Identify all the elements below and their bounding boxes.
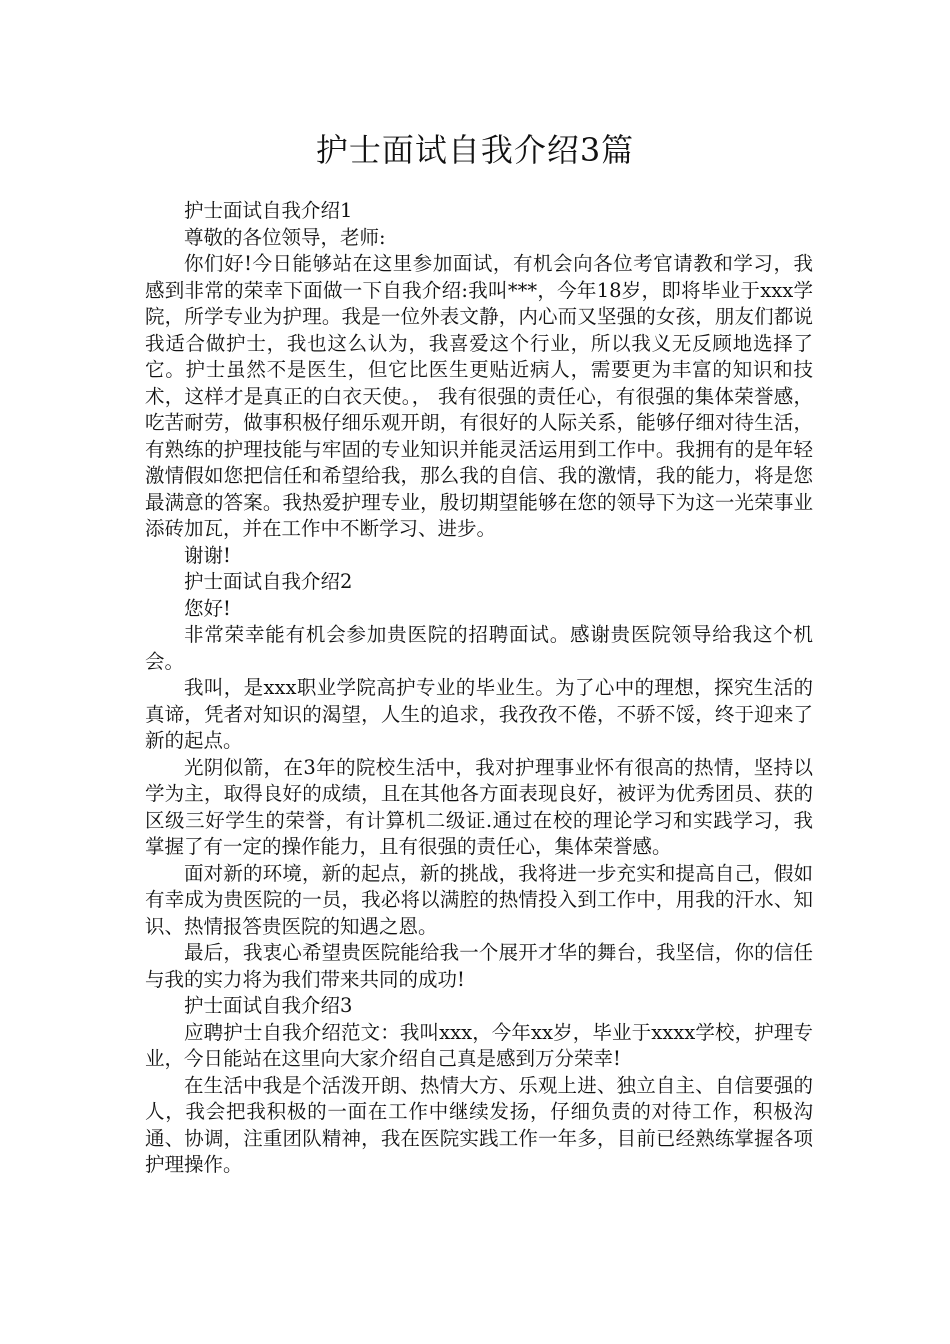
document-body [145, 198, 813, 1179]
salutation-2: 您好! [184, 596, 231, 620]
paragraph-2-intro: 非常荣幸能有机会参加贵医院的招聘面试。感谢贵医院领导给我这个机会。 [145, 623, 813, 673]
paragraph-2-school: 光阴似箭，在3年的院校生活中，我对护理事业怀有很高的热情，坚持以学为主，取得良好的成绩，且在其他各方面表现良好，被评为优秀团员、获的区级三好学生的荣誉，有计算机二级证.通过在校的理论学习和实践学习，我掌握了有一定的操作能力，且有很强的责任心，集体荣誉感。 [145, 755, 813, 858]
paragraph-2-name: 我叫，是xxx职业学院高护专业的毕业生。为了心中的理想，探究生活的真谛，凭者对知识的渴望，人生的追求，我孜孜不倦，不骄不馁，终于迎来了新的起点。 [145, 676, 813, 752]
section-heading-3: 护士面试自我介绍3 [184, 994, 353, 1017]
closing-thanks: 谢谢! [184, 543, 231, 567]
paragraph-2-future: 面对新的环境，新的起点，新的挑战，我将进一步充实和提高自己，假如有幸成为贵医院的一员，我必将以满腔的热情投入到工作中，用我的汗水、知识、热情报答贵医院的知遇之恩。 [145, 861, 813, 938]
paragraph-1-body: 你们好!今日能够站在这里参加面试，有机会向各位考官请教和学习，我感到非常的荣幸下面做一下自我介绍:我叫***，今年18岁，即将毕业于xxx学院，所学专业为护理。我是一位外表文静，内心而又坚强的女孩，朋友们都说我适合做护士，我也这么认为，我喜爱这个行业，所以我义无反顾地选择了它。护士虽然不是医生，但它比医生更贴近病人，需要更为丰富的知识和技术，这样才是真正的白衣天使。， 我有很强的责任心，有很强的集体荣誉感，吃苦耐劳，做事积极仔细乐观开朗，有很好的人际关系，能够仔细对待生活，有熟练的护理技能与牢固的专业知识并能灵活运用到工作中。我拥有的是年轻激情假如您把信任和希望给我，那么我的自信、我的激情，我的能力，将是您最满意的答案。我热爱护理专业，殷切期望能够在您的领导下为这一光荣事业添砖加瓦，并在工作中不断学习、进步。 [145, 252, 813, 540]
section-heading-1: 护士面试自我介绍1 [184, 199, 353, 222]
salutation-1: 尊敬的各位领导，老师: [184, 225, 386, 249]
document-title: 护士面试自我介绍3篇 [315, 131, 635, 169]
section-heading-2: 护士面试自我介绍2 [184, 570, 353, 593]
paragraph-2-closing: 最后，我衷心希望贵医院能给我一个展开才华的舞台，我坚信，你的信任与我的实力将为我们带来共同的成功! [145, 941, 813, 991]
paragraph-3-personality: 在生活中我是个活泼开朗、热情大方、乐观上进、独立自主、自信要强的人，我会把我积极的一面在工作中继续发扬，仔细负责的对待工作，积极沟通、协调，注重团队精神，我在医院实践工作一年多，目前已经熟练掌握各项护理操作。 [145, 1073, 813, 1176]
paragraph-3-intro: 应聘护士自我介绍范文：我叫xxx，今年xx岁，毕业于xxxx学校，护理专业，今日能站在这里向大家介绍自己真是感到万分荣幸! [145, 1020, 813, 1070]
